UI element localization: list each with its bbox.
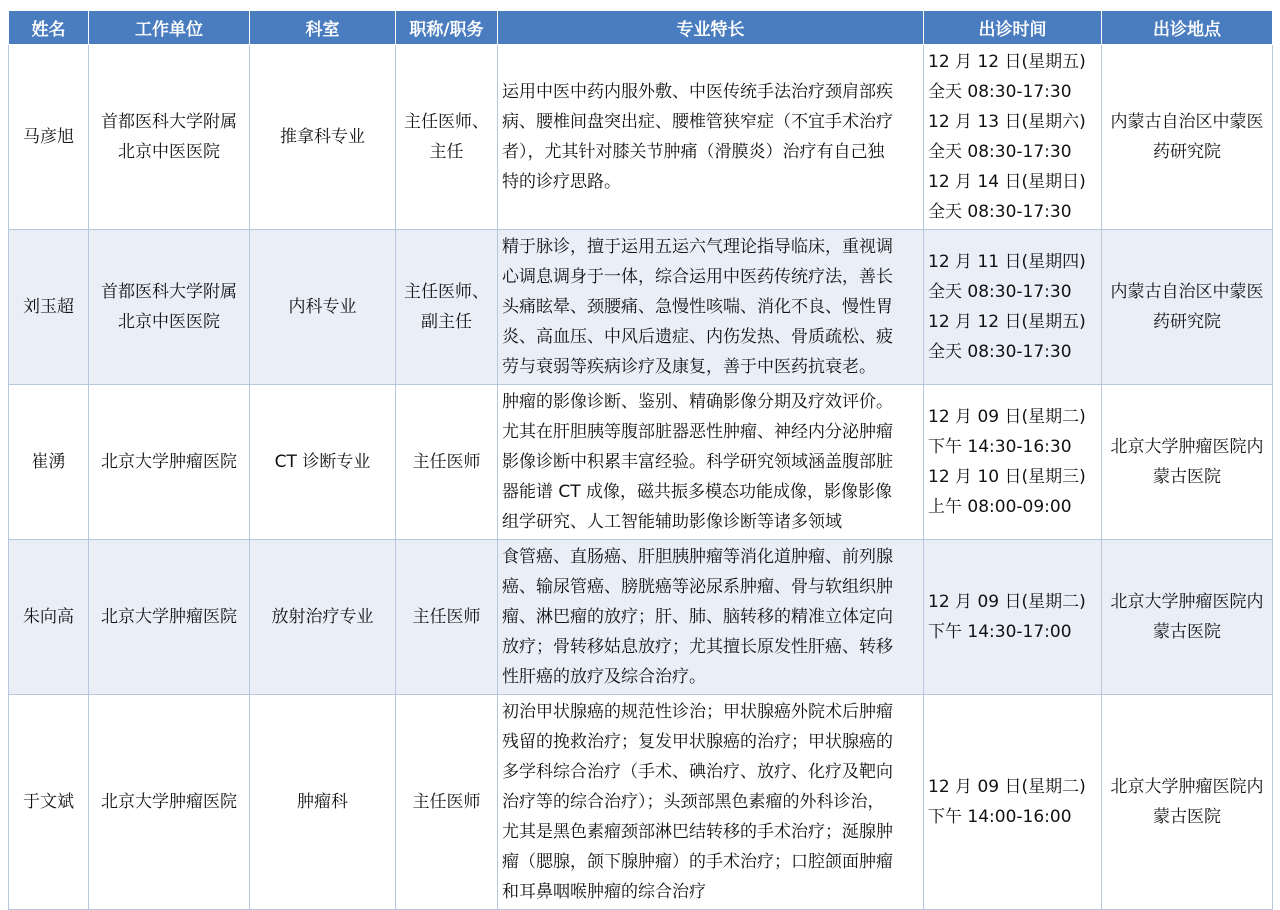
clinic-time-line: 12 月 12 日(星期五) bbox=[928, 312, 1086, 332]
doctor-name: 朱向高 bbox=[9, 540, 89, 695]
clinic-location-line: 北京大学肿瘤医院内 bbox=[1110, 777, 1264, 797]
clinic-time-line: 全天 08:30-17:30 bbox=[928, 142, 1072, 162]
specialty-line: 者），尤其针对膝关节肿痛（滑膜炎）治疗有自己独 bbox=[502, 142, 885, 162]
work-unit bbox=[89, 230, 250, 385]
specialty-line: 病、腰椎间盘突出症、腰椎管狭窄症（不宜手术治疗 bbox=[502, 112, 893, 132]
clinic-location-line: 药研究院 bbox=[1153, 142, 1221, 162]
clinic-location-line: 蒙古医院 bbox=[1153, 807, 1221, 827]
specialty-line: 尤其是黑色素瘤颈部淋巴结转移的手术治疗；涎腺肿 bbox=[502, 822, 893, 842]
specialty-line: 器能谱 CT 成像，磁共振多模态功能成像，影像影像 bbox=[502, 482, 893, 502]
clinic-location-line: 药研究院 bbox=[1153, 312, 1221, 332]
specialty-line: 炎、高血压、中风后遗症、内伤发热、骨质疏松、疲 bbox=[502, 327, 893, 347]
work-unit bbox=[89, 695, 250, 910]
doctor-name: 马彦旭 bbox=[9, 45, 89, 230]
clinic-time-line: 全天 08:30-17:30 bbox=[928, 282, 1072, 302]
clinic-time-line: 12 月 09 日(星期二) bbox=[928, 592, 1086, 612]
clinic-time bbox=[924, 45, 1102, 230]
clinic-time-line: 全天 08:30-17:30 bbox=[928, 342, 1072, 362]
job-title-line: 主任 bbox=[429, 142, 464, 162]
clinic-location-line: 北京大学肿瘤医院内 bbox=[1110, 592, 1264, 612]
specialty-line: 癌、输尿管癌、膀胱癌等泌尿系肿瘤、骨与软组织肿 bbox=[502, 577, 893, 597]
department: 肿瘤科 bbox=[250, 695, 396, 910]
specialty-line: 劳与衰弱等疾病诊疗及康复，善于中医药抗衰老。 bbox=[502, 357, 876, 377]
clinic-time-line: 12 月 14 日(星期日) bbox=[928, 172, 1086, 192]
table-row bbox=[9, 45, 1273, 230]
clinic-time-line: 全天 08:30-17:30 bbox=[928, 202, 1072, 222]
specialty-line: 瘤（腮腺，颌下腺肿瘤）的手术治疗；口腔颌面肿瘤 bbox=[502, 852, 893, 872]
job-title bbox=[396, 695, 498, 910]
department: 推拿科专业 bbox=[250, 45, 396, 230]
work-unit-line: 北京大学肿瘤医院 bbox=[101, 792, 237, 812]
job-title bbox=[396, 385, 498, 540]
doctor-name: 崔湧 bbox=[9, 385, 89, 540]
specialty-line: 影像诊断中积累丰富经验。科学研究领域涵盖腹部脏 bbox=[502, 452, 893, 472]
work-unit bbox=[89, 45, 250, 230]
job-title-line: 主任医师 bbox=[412, 452, 481, 472]
clinic-location bbox=[1102, 45, 1273, 230]
job-title-line: 主任医师 bbox=[412, 792, 481, 812]
clinic-time-line: 下午 14:30-17:00 bbox=[928, 622, 1072, 642]
clinic-time-line: 12 月 12 日(星期五) bbox=[928, 52, 1086, 72]
clinic-time bbox=[924, 540, 1102, 695]
clinic-location-line: 内蒙古自治区中蒙医 bbox=[1110, 282, 1264, 302]
header-unit: 工作单位 bbox=[89, 11, 250, 45]
job-title bbox=[396, 45, 498, 230]
specialty-line: 运用中医中药内服外敷、中医传统手法治疗颈肩部疾 bbox=[502, 82, 893, 102]
clinic-time-line: 下午 14:00-16:00 bbox=[928, 807, 1072, 827]
doctor-name: 于文斌 bbox=[9, 695, 89, 910]
work-unit-line: 首都医科大学附属 bbox=[101, 112, 237, 132]
work-unit-line: 北京中医医院 bbox=[118, 142, 220, 162]
clinic-time-line: 12 月 09 日(星期二) bbox=[928, 777, 1086, 797]
department: 放射治疗专业 bbox=[250, 540, 396, 695]
specialty-line: 瘤、淋巴瘤的放疗；肝、肺、脑转移的精准立体定向 bbox=[502, 607, 893, 627]
table-row bbox=[9, 385, 1273, 540]
clinic-time-line: 上午 08:00-09:00 bbox=[928, 497, 1072, 517]
job-title bbox=[396, 540, 498, 695]
clinic-time-line: 12 月 11 日(星期四) bbox=[928, 252, 1086, 272]
job-title-line: 主任医师、 bbox=[404, 282, 489, 302]
clinic-time bbox=[924, 230, 1102, 385]
clinic-location-line: 蒙古医院 bbox=[1153, 467, 1221, 487]
clinic-location-line: 内蒙古自治区中蒙医 bbox=[1110, 112, 1264, 132]
specialty-line: 头痛眩晕、颈腰痛、急慢性咳喘、消化不良、慢性胃 bbox=[502, 297, 893, 317]
specialty-line: 残留的挽救治疗；复发甲状腺癌的治疗；甲状腺癌的 bbox=[502, 732, 893, 752]
job-title bbox=[396, 230, 498, 385]
specialty-line: 心调息调身于一体，综合运用中医药传统疗法，善长 bbox=[502, 267, 893, 287]
specialty-line: 初治甲状腺癌的规范性诊治；甲状腺癌外院术后肿瘤 bbox=[502, 702, 893, 722]
specialty-line: 多学科综合治疗（手术、碘治疗、放疗、化疗及靶向 bbox=[502, 762, 893, 782]
department: 内科专业 bbox=[250, 230, 396, 385]
header-location: 出诊地点 bbox=[1102, 11, 1273, 45]
clinic-location-line: 蒙古医院 bbox=[1153, 622, 1221, 642]
header-name: 姓名 bbox=[9, 11, 89, 45]
clinic-time-line: 全天 08:30-17:30 bbox=[928, 82, 1072, 102]
clinic-location-line: 北京大学肿瘤医院内 bbox=[1110, 437, 1264, 457]
clinic-time bbox=[924, 385, 1102, 540]
specialty bbox=[498, 695, 924, 910]
specialty bbox=[498, 540, 924, 695]
table-row bbox=[9, 695, 1273, 910]
header-title: 职称/职务 bbox=[396, 11, 498, 45]
clinic-time-line: 12 月 09 日(星期二) bbox=[928, 407, 1086, 427]
clinic-time-line: 下午 14:30-16:30 bbox=[928, 437, 1072, 457]
specialty-line: 尤其在肝胆胰等腹部脏器恶性肿瘤、神经内分泌肿瘤 bbox=[502, 422, 893, 442]
clinic-time bbox=[924, 695, 1102, 910]
work-unit-line: 北京大学肿瘤医院 bbox=[101, 452, 237, 472]
header-time: 出诊时间 bbox=[924, 11, 1102, 45]
job-title-line: 副主任 bbox=[421, 312, 472, 332]
header-row bbox=[9, 11, 1273, 45]
table-body bbox=[9, 45, 1273, 910]
clinic-location bbox=[1102, 540, 1273, 695]
specialty-line: 特的诊疗思路。 bbox=[502, 172, 621, 192]
doctor-name: 刘玉超 bbox=[9, 230, 89, 385]
work-unit-line: 北京大学肿瘤医院 bbox=[101, 607, 237, 627]
specialty bbox=[498, 45, 924, 230]
specialty-line: 性肝癌的放疗及综合治疗。 bbox=[502, 667, 706, 687]
header-dept: 科室 bbox=[250, 11, 396, 45]
clinic-location bbox=[1102, 385, 1273, 540]
job-title-line: 主任医师 bbox=[412, 607, 481, 627]
table-row bbox=[9, 540, 1273, 695]
specialty bbox=[498, 385, 924, 540]
work-unit-line: 北京中医医院 bbox=[118, 312, 220, 332]
specialty-line: 精于脉诊，擅于运用五运六气理论指导临床，重视调 bbox=[502, 237, 893, 257]
header-specialty: 专业特长 bbox=[498, 11, 924, 45]
clinic-time-line: 12 月 13 日(星期六) bbox=[928, 112, 1086, 132]
clinic-time-line: 12 月 10 日(星期三) bbox=[928, 467, 1086, 487]
work-unit bbox=[89, 385, 250, 540]
department: CT 诊断专业 bbox=[250, 385, 396, 540]
table-row bbox=[9, 230, 1273, 385]
specialty-line: 食管癌、直肠癌、肝胆胰肿瘤等消化道肿瘤、前列腺 bbox=[502, 547, 893, 567]
doctor-schedule-table bbox=[8, 10, 1273, 910]
specialty-line: 治疗等的综合治疗）；头颈部黑色素瘤的外科诊治， bbox=[502, 792, 885, 812]
specialty-line: 和耳鼻咽喉肿瘤的综合治疗 bbox=[502, 882, 706, 902]
job-title-line: 主任医师、 bbox=[404, 112, 489, 132]
work-unit-line: 首都医科大学附属 bbox=[101, 282, 237, 302]
clinic-location bbox=[1102, 230, 1273, 385]
specialty-line: 放疗；骨转移姑息放疗；尤其擅长原发性肝癌、转移 bbox=[502, 637, 893, 657]
specialty-line: 组学研究、人工智能辅助影像诊断等诸多领域 bbox=[502, 512, 842, 532]
work-unit bbox=[89, 540, 250, 695]
clinic-location bbox=[1102, 695, 1273, 910]
specialty bbox=[498, 230, 924, 385]
specialty-line: 肿瘤的影像诊断、鉴别、精确影像分期及疗效评价。 bbox=[502, 392, 893, 412]
